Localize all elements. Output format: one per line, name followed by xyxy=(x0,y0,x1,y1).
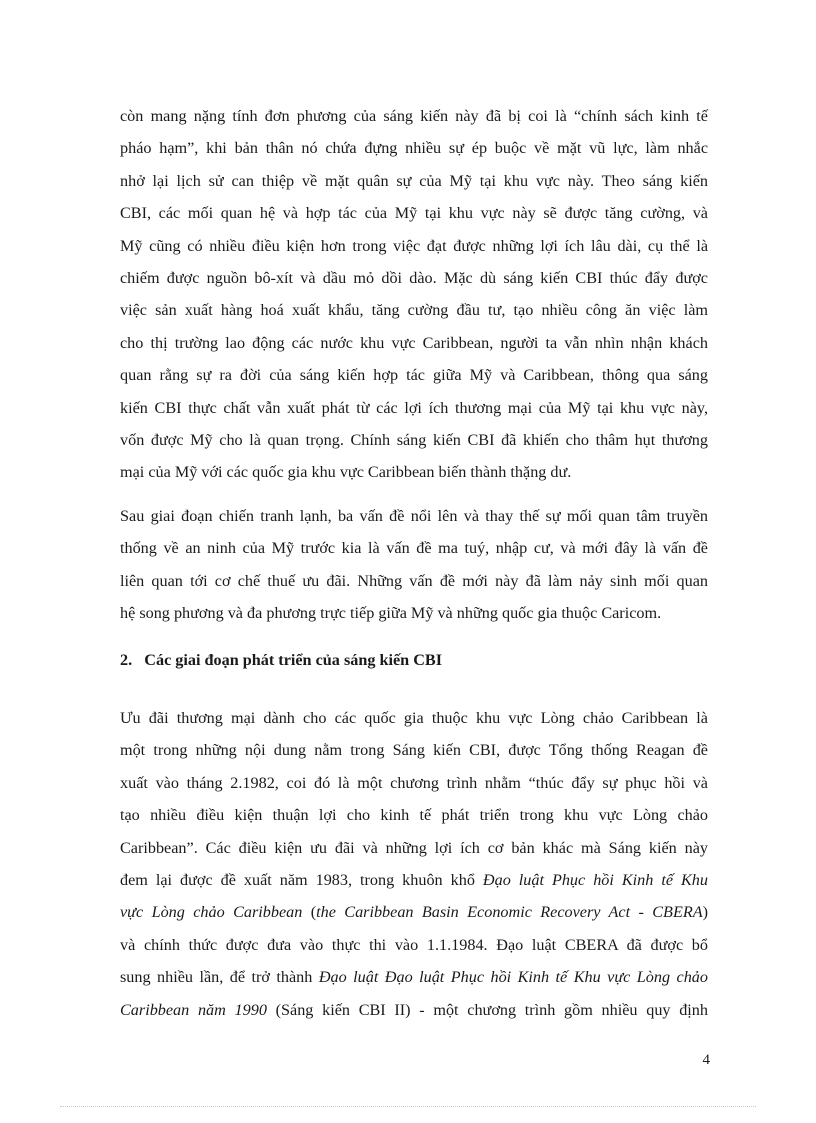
paragraph-line: vốn được Mỹ cho là quan trọng. Chính sáng kiến CBI đã khiến cho thâm hụt thương xyxy=(120,431,708,450)
paragraph-line: việc sản xuất hàng hoá xuất khẩu, tăng cường đầu tư, tạo nhiều công ăn việc làm xyxy=(120,301,708,320)
paragraph-line: Sau giai đoạn chiến tranh lạnh, ba vấn đề nổi lên và thay thế sự mối quan tâm truyền xyxy=(120,507,708,525)
law-title-italic: Caribbean năm 1990 xyxy=(120,1000,267,1019)
paragraph-line: mại của Mỹ với các quốc gia khu vực Caribbean biến thành thặng dư. xyxy=(120,463,572,482)
paragraph-line: còn mang nặng tính đơn phương của sáng kiến này đã bị coi là “chính sách kinh tế xyxy=(120,107,708,125)
text-run: (Sáng kiến CBI II) - một chương trình gồm nhiều quy định xyxy=(266,1000,708,1019)
paragraph-line: nhở lại lịch sử can thiệp về mặt quân sự của Mỹ tại khu vực này. Theo sáng kiến xyxy=(120,171,708,190)
text-run: đem lại được đề xuất năm 1983, trong khuôn khổ xyxy=(120,871,483,890)
page-bottom-rule xyxy=(60,1106,756,1107)
paragraph-line xyxy=(120,864,708,896)
paragraph-line: cho thị trường lao động các nước khu vực Caribbean, người ta vẫn nhìn nhận khách xyxy=(120,333,708,352)
paragraph-line: Caribbean”. Các điều kiện ưu đãi và những lợi ích cơ bản khác mà Sáng kiến này xyxy=(120,838,708,857)
paragraph-line: và chính thức được đưa vào thực thi vào 1.1.1984. Đạo luật CBERA đã được bổ xyxy=(120,935,708,954)
law-english-title-italic: the Caribbean Basin Economic Recovery Act - CBERA xyxy=(316,903,703,922)
page-number: 4 xyxy=(702,1052,710,1068)
section-heading xyxy=(120,648,442,672)
paragraph-line xyxy=(120,994,708,1026)
paragraph-line xyxy=(120,896,708,928)
law-title-italic: Đạo luật Đạo luật Phục hồi Kinh tế Khu vực Lòng chảo xyxy=(318,968,708,987)
paragraph-line: Mỹ cũng có nhiều điều kiện hơn trong việc đạt được những lợi ích lâu dài, cụ thể là xyxy=(120,236,708,255)
paragraph-line: chiếm được nguồn bô-xít và dầu mỏ dồi dào. Mặc dù sáng kiến CBI thúc đẩy được xyxy=(120,269,708,288)
paragraph-line xyxy=(120,961,708,993)
paragraph-line: CBI, các mối quan hệ và hợp tác của Mỹ tại khu vực này sẽ được tăng cường, và xyxy=(120,204,708,223)
paragraph-line: tạo nhiều điều kiện thuận lợi cho kinh tế phát triển trong khu vực Lòng chảo xyxy=(120,806,708,825)
section-number: 2. xyxy=(120,651,133,669)
paragraph-line: thống về an ninh của Mỹ trước kia là vấn đề ma tuý, nhập cư, và mới đây là vấn đề xyxy=(120,539,708,558)
law-title-italic: Đạo luật Phục hồi Kinh tế Khu xyxy=(482,871,708,890)
paragraph-line: kiến CBI thực chất vẫn xuất phát từ các lợi ích thương mại của Mỹ tại khu vực này, xyxy=(120,398,708,417)
paragraph-line: hệ song phương và đa phương trực tiếp giữa Mỹ và những quốc gia thuộc Caricom. xyxy=(120,604,662,623)
paragraph-2 xyxy=(120,500,708,630)
paragraph-3 xyxy=(120,702,708,1026)
text-run: ( xyxy=(302,903,317,922)
paragraph-1 xyxy=(120,100,708,489)
paragraph-line: Ưu đãi thương mại dành cho các quốc gia thuộc khu vực Lòng chảo Caribbean là xyxy=(120,709,708,727)
text-run: ) xyxy=(702,903,709,922)
paragraph-line: xuất vào tháng 2.1982, coi đó là một chương trình nhằm “thúc đẩy sự phục hồi và xyxy=(120,773,708,792)
text-run: sung nhiều lần, để trở thành xyxy=(120,968,319,987)
paragraph-line: quan rằng sự ra đời của sáng kiến hợp tác giữa Mỹ và Caribbean, thông qua sáng xyxy=(120,366,708,385)
paragraph-line: liên quan tới cơ chế thuế ưu đãi. Những vấn đề mới này đã làm nảy sinh mối quan xyxy=(120,571,708,590)
section-title: Các giai đoạn phát triển của sáng kiến CBI xyxy=(144,651,442,669)
paragraph-line: pháo hạm”, khi bản thân nó chứa đựng nhiều sự ép buộc về mặt vũ lực, làm nhắc xyxy=(120,139,708,158)
law-title-italic: vực Lòng chảo Caribbean xyxy=(120,903,303,922)
paragraph-line: một trong những nội dung nằm trong Sáng kiến CBI, được Tổng thống Reagan đề xyxy=(120,741,708,760)
